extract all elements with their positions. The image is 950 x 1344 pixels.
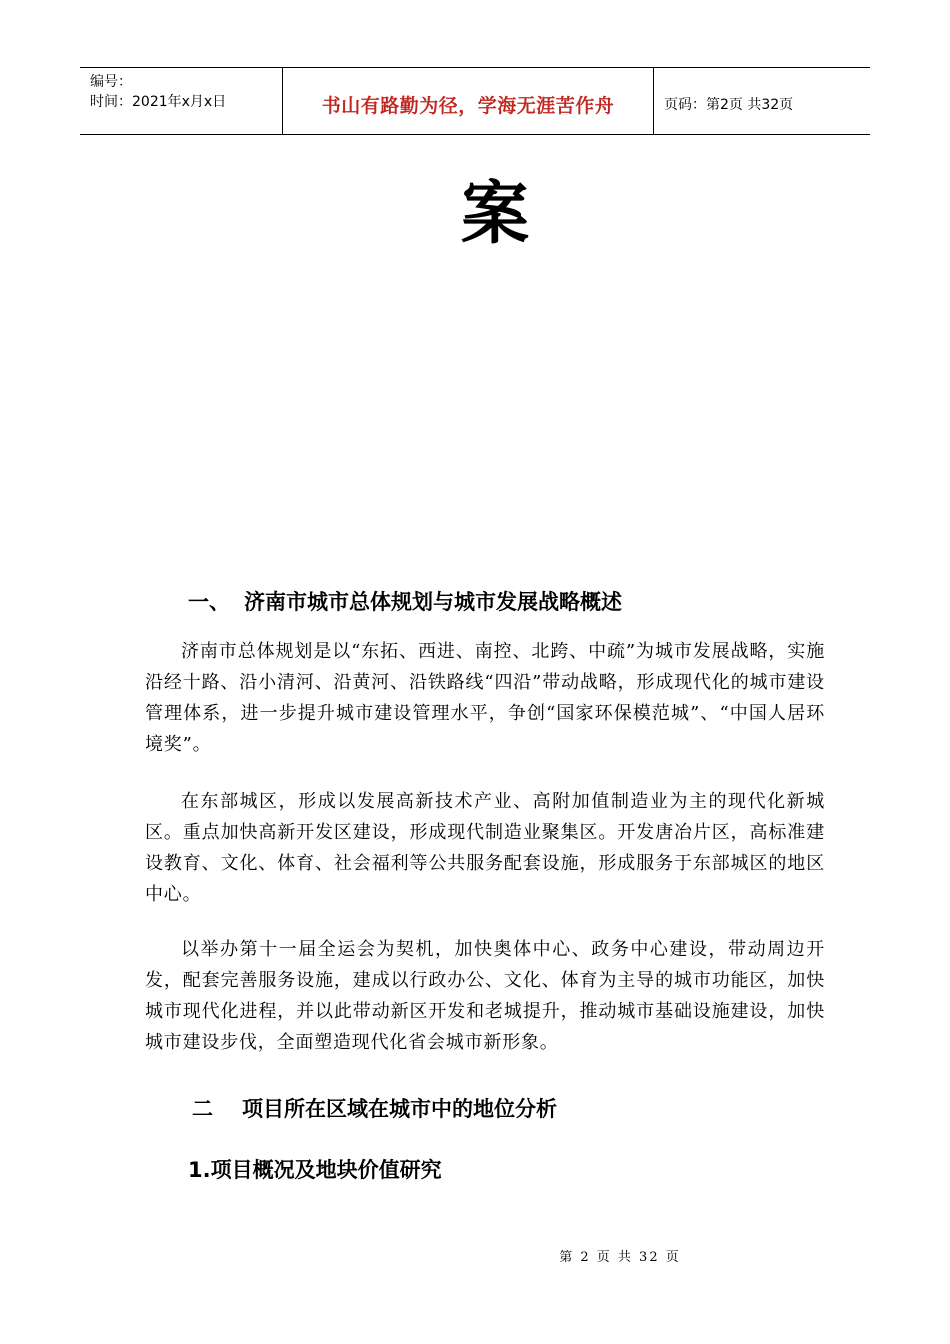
page-header bbox=[80, 67, 870, 135]
page-footer: 第 2 页 共 32 页 bbox=[559, 1250, 681, 1265]
header-motto: 书山有路勤为径，学海无涯苦作舟 bbox=[282, 68, 654, 134]
section-1-paragraph-1: 济南市总体规划是以“东拓、西进、南控、北跨、中疏”为城市发展战略，实施沿经十路、沿小清河、沿黄河、沿铁路线“四沿”带动战略，形成现代化的城市建设管理体系，进一步提升城市建设管理水平，争创“国家环保模范城”、“中国人居环境奖”。 bbox=[145, 641, 825, 755]
section-1-title: 济南市城市总体规划与城市发展战略概述 bbox=[244, 590, 622, 614]
section-1-paragraph-3: 以举办第十一届全运会为契机，加快奥体中心、政务中心建设，带动周边开发，配套完善服务设施，建成以行政办公、文化、体育为主导的城市功能区，加快城市现代化进程，并以此带动新区开发和老城提升，推动城市基础设施建设，加快城市建设步伐，全面塑造现代化省会城市新形象。 bbox=[145, 939, 825, 1053]
time-label: 时间：2021年x月x日 bbox=[90, 94, 227, 110]
header-meta bbox=[80, 68, 282, 134]
serial-number-label: 编号： bbox=[90, 74, 132, 90]
section-2-1-heading: 1.项目概况及地块价值研究 bbox=[188, 1158, 442, 1182]
section-1-number: 一、 bbox=[188, 590, 230, 614]
document-title-fragment: 案 bbox=[460, 175, 529, 254]
section-1-paragraph-2: 在东部城区，形成以发展高新技术产业、高附加值制造业为主的现代化新城区。重点加快高新开发区建设，形成现代制造业聚集区。开发唐冶片区，高标准建设教育、文化、体育、社会福利等公共服务配套设施，形成服务于东部城区的地区中心。 bbox=[145, 791, 825, 905]
section-2-title: 项目所在区域在城市中的地位分析 bbox=[242, 1097, 557, 1121]
header-page-info: 页码：第2页 共32页 bbox=[664, 97, 794, 113]
section-2-number: 二 bbox=[192, 1097, 213, 1121]
section-1-heading bbox=[188, 587, 622, 617]
section-2-heading bbox=[192, 1094, 557, 1124]
